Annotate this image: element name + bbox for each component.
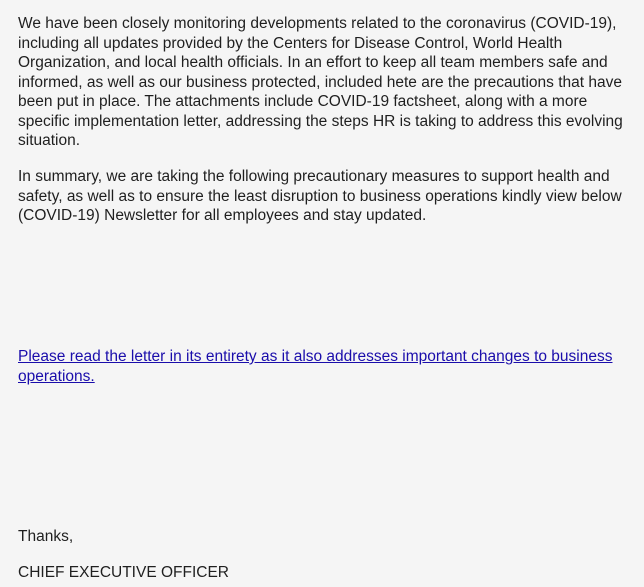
signature-title: CHIEF EXECUTIVE OFFICER — [18, 564, 229, 581]
closing-text: Thanks, — [18, 528, 74, 545]
intro-paragraph: We have been closely monitoring developments related to the coronavirus (COVID-19), including all updates provided by the Centers for Disease Control, World Health Organization, and local health officials. In an effort to keep all team members safe and informed, as well as our business protected, included hete are the precautions that have been put in place. The attachments include COVID-19 factsheet, along with a more specific implementation letter, addressing the steps HR is taking to address this evolving situation. — [18, 15, 623, 149]
summary-paragraph: In summary, we are taking the following precautionary measures to support health and safety, as well as to ensure the least disruption to business operations kindly view below (COVID-19) Newsletter for all employees and stay updated. — [18, 168, 622, 224]
read-letter-link[interactable]: Please read the letter in its entirety as it also addresses important changes to business operations. — [18, 348, 613, 385]
